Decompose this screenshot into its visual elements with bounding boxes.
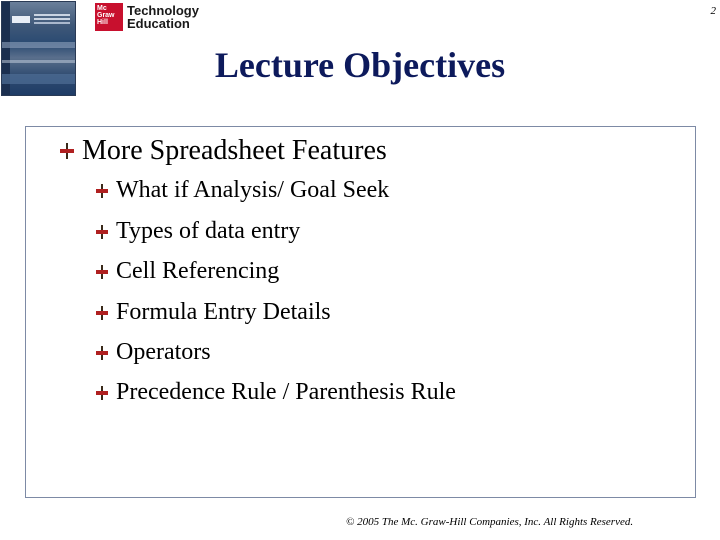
sub-bullet-text: Cell Referencing	[116, 258, 280, 284]
main-bullet	[60, 135, 387, 167]
sub-bullet-text: What if Analysis/ Goal Seek	[116, 177, 390, 203]
sub-bullet-item	[96, 339, 211, 366]
sub-bullet-item	[96, 299, 331, 326]
star-bullet-icon	[96, 346, 108, 360]
sub-bullet-text: Types of data entry	[116, 218, 301, 244]
copyright-footer: © 2005 The Mc. Graw-Hill Companies, Inc. All Rights Reserved.	[346, 516, 634, 528]
sub-bullet-text: Precedence Rule / Parenthesis Rule	[116, 379, 456, 405]
publisher-logo	[95, 3, 199, 31]
page-number: 2	[710, 5, 716, 17]
slide-title: Lecture Objectives	[214, 45, 506, 85]
mcgraw-hill-logo-icon: Mc Graw Hill	[95, 3, 123, 31]
star-bullet-icon	[96, 184, 108, 198]
sub-bullet-item	[96, 218, 300, 245]
star-bullet-icon	[96, 306, 108, 320]
star-bullet-icon	[96, 386, 108, 400]
main-bullet-text: More Spreadsheet Features	[82, 135, 387, 166]
star-bullet-icon	[96, 265, 108, 279]
star-bullet-icon	[96, 225, 108, 239]
sub-bullet-item	[96, 177, 389, 204]
star-bullet-icon	[60, 143, 74, 159]
content-box	[25, 126, 696, 498]
sub-bullet-item	[96, 258, 279, 285]
sub-bullet-text: Formula Entry Details	[116, 299, 331, 325]
sub-bullet-text: Operators	[116, 339, 211, 365]
publisher-name: Technology Education	[127, 3, 199, 31]
sub-bullet-item	[96, 379, 456, 406]
